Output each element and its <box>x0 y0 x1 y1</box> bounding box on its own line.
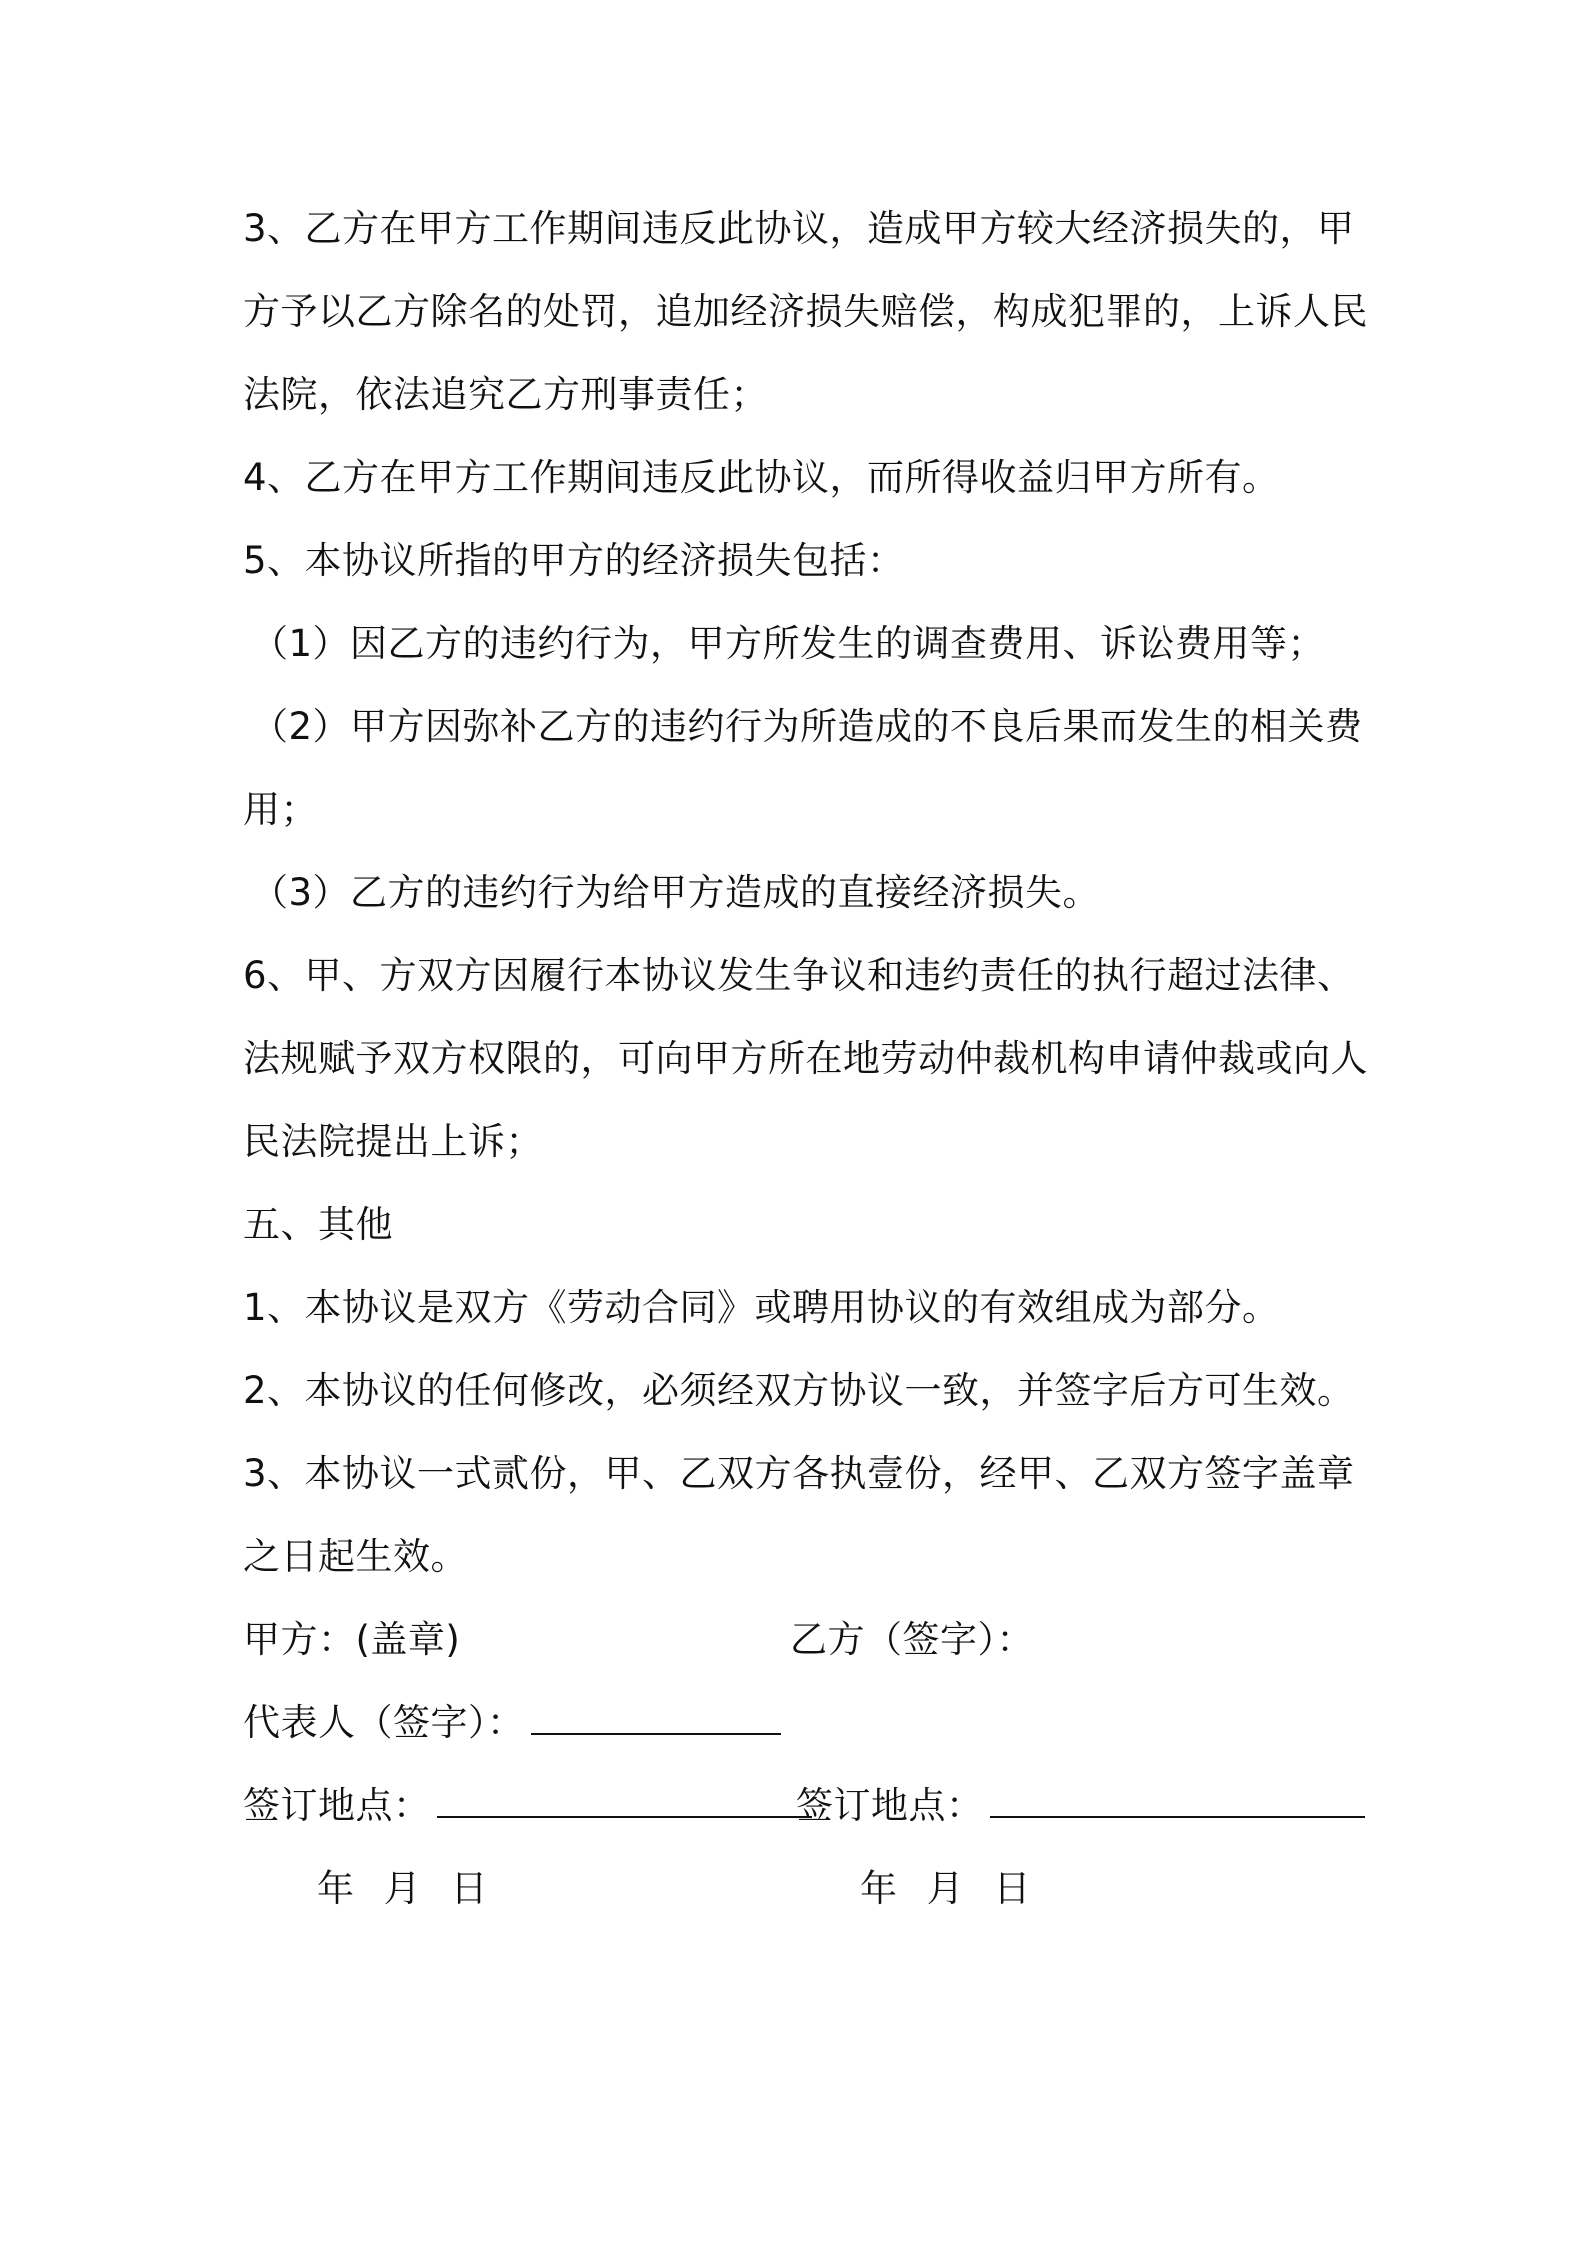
representative-label: 代表人（签字）： <box>243 1701 525 1744</box>
party-b-sign-label: 乙方（签字）： <box>790 1618 1034 1661</box>
paragraph-line: 1、本协议是双方《劳动合同》或聘用协议的有效组成为部分。 <box>243 1286 1280 1329</box>
paragraph-line: 法规赋予双方权限的，可向甲方所在地劳动仲裁机构申请仲裁或向人 <box>243 1037 1368 1080</box>
section-heading: 五、其他 <box>243 1203 393 1246</box>
representative-row <box>243 1699 781 1747</box>
list-item: （3）乙方的违约行为给甲方造成的直接经济损失。 <box>251 871 1101 914</box>
list-item: （2）甲方因弥补乙方的违约行为所造成的不良后果而发生的相关费 <box>251 705 1363 748</box>
date-b-year: 年 <box>860 1867 897 1910</box>
party-a-seal-label: 甲方：(盖章) <box>243 1618 461 1661</box>
place-b-row <box>796 1782 1365 1830</box>
representative-signature-line <box>531 1703 781 1735</box>
paragraph-line: 3、本协议一式贰份，甲、乙双方各执壹份，经甲、乙双方签字盖章 <box>243 1452 1355 1495</box>
paragraph-line: 方予以乙方除名的处罚，追加经济损失赔偿，构成犯罪的，上诉人民 <box>243 290 1368 333</box>
place-b-line <box>990 1786 1365 1818</box>
date-b-day: 日 <box>993 1867 1031 1910</box>
date-a-month: 月 <box>383 1867 421 1910</box>
date-b-month: 月 <box>926 1867 964 1910</box>
paragraph-line: 之日起生效。 <box>243 1535 468 1578</box>
date-a-year: 年 <box>317 1867 354 1910</box>
place-a-label: 签订地点： <box>243 1784 431 1827</box>
place-b-label: 签订地点： <box>796 1784 984 1827</box>
paragraph-line: 3、乙方在甲方工作期间违反此协议，造成甲方较大经济损失的，甲 <box>243 207 1355 250</box>
place-a-row <box>243 1782 812 1830</box>
paragraph-line: 5、本协议所指的甲方的经济损失包括： <box>243 539 905 582</box>
paragraph-line: 法院，依法追究乙方刑事责任； <box>243 373 768 416</box>
date-a <box>317 1865 488 1913</box>
paragraph-line: 用； <box>243 788 318 831</box>
paragraph-line: 2、本协议的任何修改，必须经双方协议一致，并签字后方可生效。 <box>243 1369 1355 1412</box>
date-b <box>860 1865 1031 1913</box>
paragraph-line: 6、甲、方双方因履行本协议发生争议和违约责任的执行超过法律、 <box>243 954 1355 997</box>
list-item: （1）因乙方的违约行为，甲方所发生的调查费用、诉讼费用等； <box>251 622 1326 665</box>
place-a-line <box>437 1786 812 1818</box>
paragraph-line: 4、乙方在甲方工作期间违反此协议，而所得收益归甲方所有。 <box>243 456 1280 499</box>
paragraph-line: 民法院提出上诉； <box>243 1120 543 1163</box>
date-a-day: 日 <box>450 1867 488 1910</box>
